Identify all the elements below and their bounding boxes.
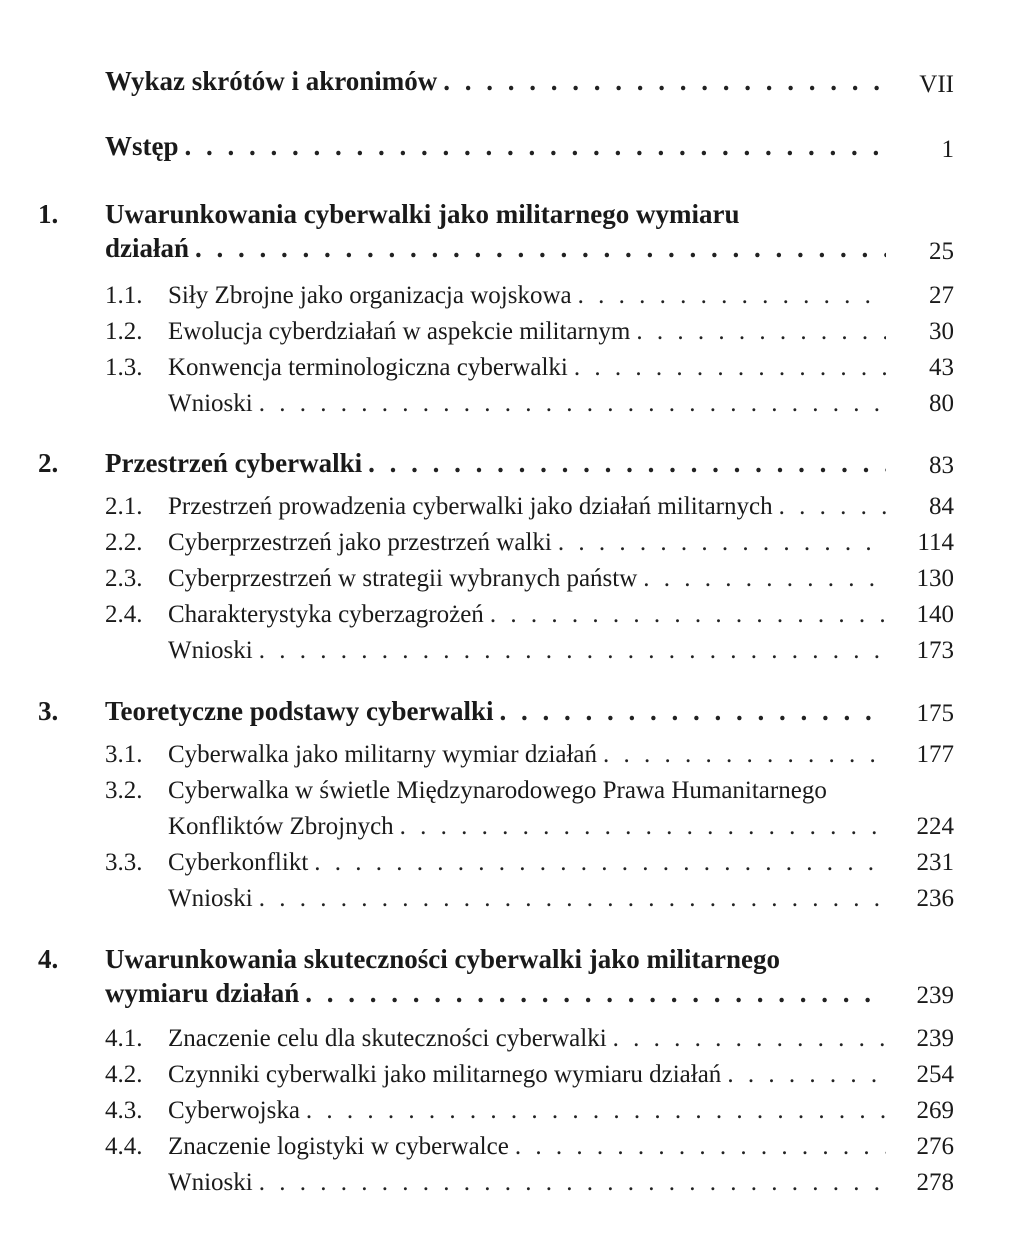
dot-leader [308,850,886,875]
dot-leader [568,355,886,380]
section-number: 3.1. [105,741,143,768]
chapter-title-row [105,698,886,725]
dot-leader [437,68,886,95]
page-number: 276 [916,1133,954,1160]
dot-leader [493,698,886,725]
page-number: 25 [929,238,954,265]
dot-leader [179,133,887,160]
page-number: 254 [916,1061,954,1088]
page-number: 1 [941,136,954,163]
dot-leader [637,566,886,591]
toc-section [105,1026,886,1051]
page-number: 30 [929,318,954,345]
toc-section [105,319,886,344]
toc-entry-introduction [105,133,886,160]
section-number: 4.3. [105,1097,143,1124]
chapter-title-line2: działań [105,233,190,263]
dot-leader [253,1170,886,1195]
chapter-title: Uwarunkowania cyberwalki jako militarnego wymiaru [105,199,740,229]
chapter-title: Uwarunkowania skuteczności cyberwalki jako militarnego [105,944,780,974]
page-number: 80 [929,390,954,417]
toc-section [105,1134,886,1159]
dot-leader [773,494,886,519]
page-number: 83 [929,452,954,479]
toc-section-conclusions [105,638,886,663]
page-number: 231 [916,849,954,876]
section-number: 2.2. [105,529,143,556]
dot-leader [630,319,886,344]
dot-leader [597,742,886,767]
chapter-title: Przestrzeń cyberwalki [105,448,363,478]
entry-title: Wykaz skrótów i akronimów [105,66,438,96]
chapter-title-line2: wymiaru działań [105,978,300,1008]
section-title-line2: Konfliktów Zbrojnych [168,813,394,840]
page-number: 84 [929,493,954,520]
page-number: 114 [917,529,954,556]
section-title: Przestrzeń prowadzenia cyberwalki jako działań militarnych [168,493,773,520]
dot-leader [572,283,886,308]
section-title: Charakterystyka cyberzagrożeń [168,601,484,628]
toc-section-first-line [105,778,827,803]
section-title: Cyberprzestrzeń jako przestrzeń walki [168,529,552,556]
toc-section [105,283,886,308]
page-number: 239 [916,982,954,1009]
section-title: Cyberkonflikt [168,849,309,876]
section-title: Czynniki cyberwalki jako militarnego wymiaru działań [168,1061,722,1088]
section-number: 1.2. [105,318,143,345]
page-number: 236 [916,885,954,912]
page-number: 269 [916,1097,954,1124]
dot-leader [362,450,886,477]
toc-section [105,530,886,555]
dot-leader [300,1098,886,1123]
dot-leader [394,814,886,839]
section-title: Konwencja terminologiczna cyberwalki [168,354,568,381]
page-number: 278 [916,1169,954,1196]
dot-leader [299,980,886,1007]
dot-leader [509,1134,886,1159]
page-number: 130 [916,565,954,592]
toc-section-conclusions [105,1170,886,1195]
toc-section [105,742,886,767]
dot-leader [253,886,886,911]
section-number: 4.4. [105,1133,143,1160]
page-number: 239 [916,1025,954,1052]
entry-title: Wstęp [105,131,179,161]
toc-section [105,494,886,519]
chapter-number: 1. [38,199,59,229]
toc-section [105,1062,886,1087]
page-number: 177 [916,741,954,768]
page-number: VII [919,71,954,98]
chapter-title: Teoretyczne podstawy cyberwalki [105,696,494,726]
chapter-number: 4. [38,944,59,974]
toc-section [105,602,886,627]
chapter-title-continued [105,980,886,1007]
section-title: Cyberwojska [168,1097,300,1124]
section-title: Cyberwalka w świetle Międzynarodowego Prawa Humanitarnego [168,777,827,804]
section-title: Ewolucja cyberdziałań w aspekcie militarnym [168,318,631,345]
section-number: 1.3. [105,354,143,381]
dot-leader [607,1026,886,1051]
section-number: 2.4. [105,601,143,628]
page-number: 140 [916,601,954,628]
dot-leader [253,391,886,416]
toc-entry-abbreviations [105,68,886,95]
section-title: Wnioski [168,1169,253,1196]
section-number: 2.1. [105,493,143,520]
section-number: 3.3. [105,849,143,876]
dot-leader [253,638,886,663]
toc-section [105,850,886,875]
dot-leader [552,530,886,555]
section-title: Wnioski [168,637,253,664]
chapter-number: 3. [38,696,59,726]
dot-leader [484,602,886,627]
section-title: Cyberprzestrzeń w strategii wybranych państw [168,565,638,592]
page-number: 224 [916,813,954,840]
page-number: 175 [916,700,954,727]
toc-section [105,566,886,591]
page-number: 27 [929,282,954,309]
section-title: Cyberwalka jako militarny wymiar działań [168,741,598,768]
dot-leader [721,1062,886,1087]
section-title: Znaczenie logistyki w cyberwalce [168,1133,509,1160]
chapter-title-row [105,450,886,477]
section-number: 4.1. [105,1025,143,1052]
page-number: 173 [916,637,954,664]
section-title: Znaczenie celu dla skuteczności cyberwalki [168,1025,607,1052]
section-title: Wnioski [168,885,253,912]
dot-leader [189,235,886,262]
section-number: 4.2. [105,1061,143,1088]
section-number: 1.1. [105,282,143,309]
section-title: Siły Zbrojne jako organizacja wojskowa [168,282,572,309]
toc-section-conclusions [105,886,886,911]
toc-section-conclusions [105,391,886,416]
toc-section [105,355,886,380]
chapter-title-continued [105,235,886,262]
section-number: 3.2. [105,777,143,804]
toc-section [105,1098,886,1123]
chapter-number: 2. [38,448,59,478]
section-title: Wnioski [168,390,253,417]
toc-section-continued [168,814,886,839]
page-number: 43 [929,354,954,381]
section-number: 2.3. [105,565,143,592]
